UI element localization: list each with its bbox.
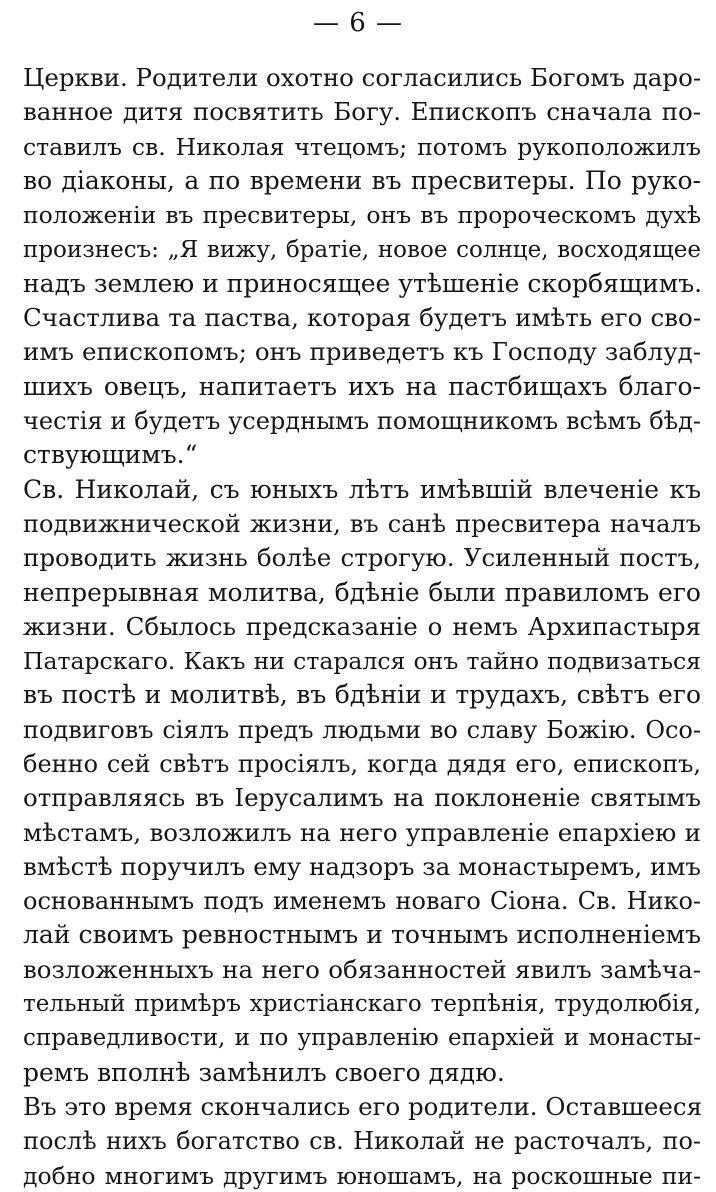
text-line: ствующимъ.“ xyxy=(23,440,198,469)
text-line: отправляясь въ Іерусалимъ на поклоненіе святымъ xyxy=(23,783,701,812)
text-line: вмѣстѣ поручилъ ему надзоръ за монастыремъ, имъ xyxy=(23,852,701,881)
text-line: мѣстамъ, возложилъ на него управленіе епархіею и xyxy=(23,818,701,847)
text-line: проводить жизнь болѣе строгую. Усиленный постъ, xyxy=(23,543,701,572)
text-line: подвиговъ сіялъ предъ людьми во славу Божію. Осо- xyxy=(23,716,701,744)
text-line: ремъ вполнѣ замѣнилъ своего дядю. xyxy=(23,1058,505,1087)
text-line: шихъ овецъ, напитаетъ ихъ на пастбищахъ благо- xyxy=(23,372,701,401)
text-line: Патарскаго. Какъ ни старался онъ тайно подвизаться xyxy=(23,647,701,675)
text-line: тельный примѣръ христіанскаго терпѣнія, трудолюбія, xyxy=(23,991,701,1017)
text-line: основаннымъ подъ именемъ новаго Сіона. Св. Нико- xyxy=(23,887,701,915)
text-line: въ постѣ и молитвѣ, въ бдѣніи и трудахъ, свѣтъ его xyxy=(23,680,701,709)
text-line: возложенныхъ на него обязанностей явилъ замѣча- xyxy=(23,955,701,984)
text-line: произнесъ: „Я вижу, братіе, новое солнце, восходящее xyxy=(23,237,701,263)
text-line: надъ землею и приносящее утѣшеніе скорбящимъ. xyxy=(23,269,703,298)
text-line: Св. Николай, съ юныхъ лѣтъ имѣвшій влеченіе къ xyxy=(23,475,701,504)
text-line: Счастлива та паства, которая будетъ имѣть его сво- xyxy=(23,303,701,332)
text-line: во діаконы, а по времени въ пресвитеры. По руко- xyxy=(23,166,701,195)
text-line: справедливости, и по управленію епархіей и монасты- xyxy=(23,1025,701,1051)
text-line: Въ это время скончались его родители. Оставшееся xyxy=(23,1092,703,1121)
text-line: честія и будетъ усерднымъ помощникомъ всѣмъ бѣд- xyxy=(23,407,701,435)
text-line: жизни. Сбылось предсказаніе о немъ Архипастыря xyxy=(23,612,701,641)
text-line: ванное дитя посвятить Богу. Епископъ сначала по- xyxy=(23,97,701,126)
text-line: ставилъ св. Николая чтецомъ; потомъ рукоположилъ xyxy=(23,133,701,161)
text-line: Церкви. Родители охотно согласились Богомъ даро- xyxy=(23,63,702,92)
page-number: — 6 — xyxy=(312,8,404,38)
text-line: послѣ нихъ богатство св. Николай не расточалъ, по- xyxy=(23,1127,701,1155)
text-line: имъ епископомъ; онъ приведетъ къ Господу заблуд- xyxy=(23,337,701,366)
text-line: непрерывная молитва, бдѣніе были правиломъ его xyxy=(23,578,701,607)
text-line: добно многимъ другимъ юношамъ, на роскошные пи- xyxy=(23,1162,701,1190)
text-line: положеніи въ пресвитеры, онъ въ пророческомъ духѣ xyxy=(23,201,701,229)
text-line: лай своимъ ревностнымъ и точнымъ исполненіемъ xyxy=(23,920,701,949)
text-line: бенно сей свѣтъ просіялъ, когда дядя его, епископъ, xyxy=(23,750,701,778)
text-line: подвижнической жизни, въ санѣ пресвитера началъ xyxy=(23,510,701,538)
